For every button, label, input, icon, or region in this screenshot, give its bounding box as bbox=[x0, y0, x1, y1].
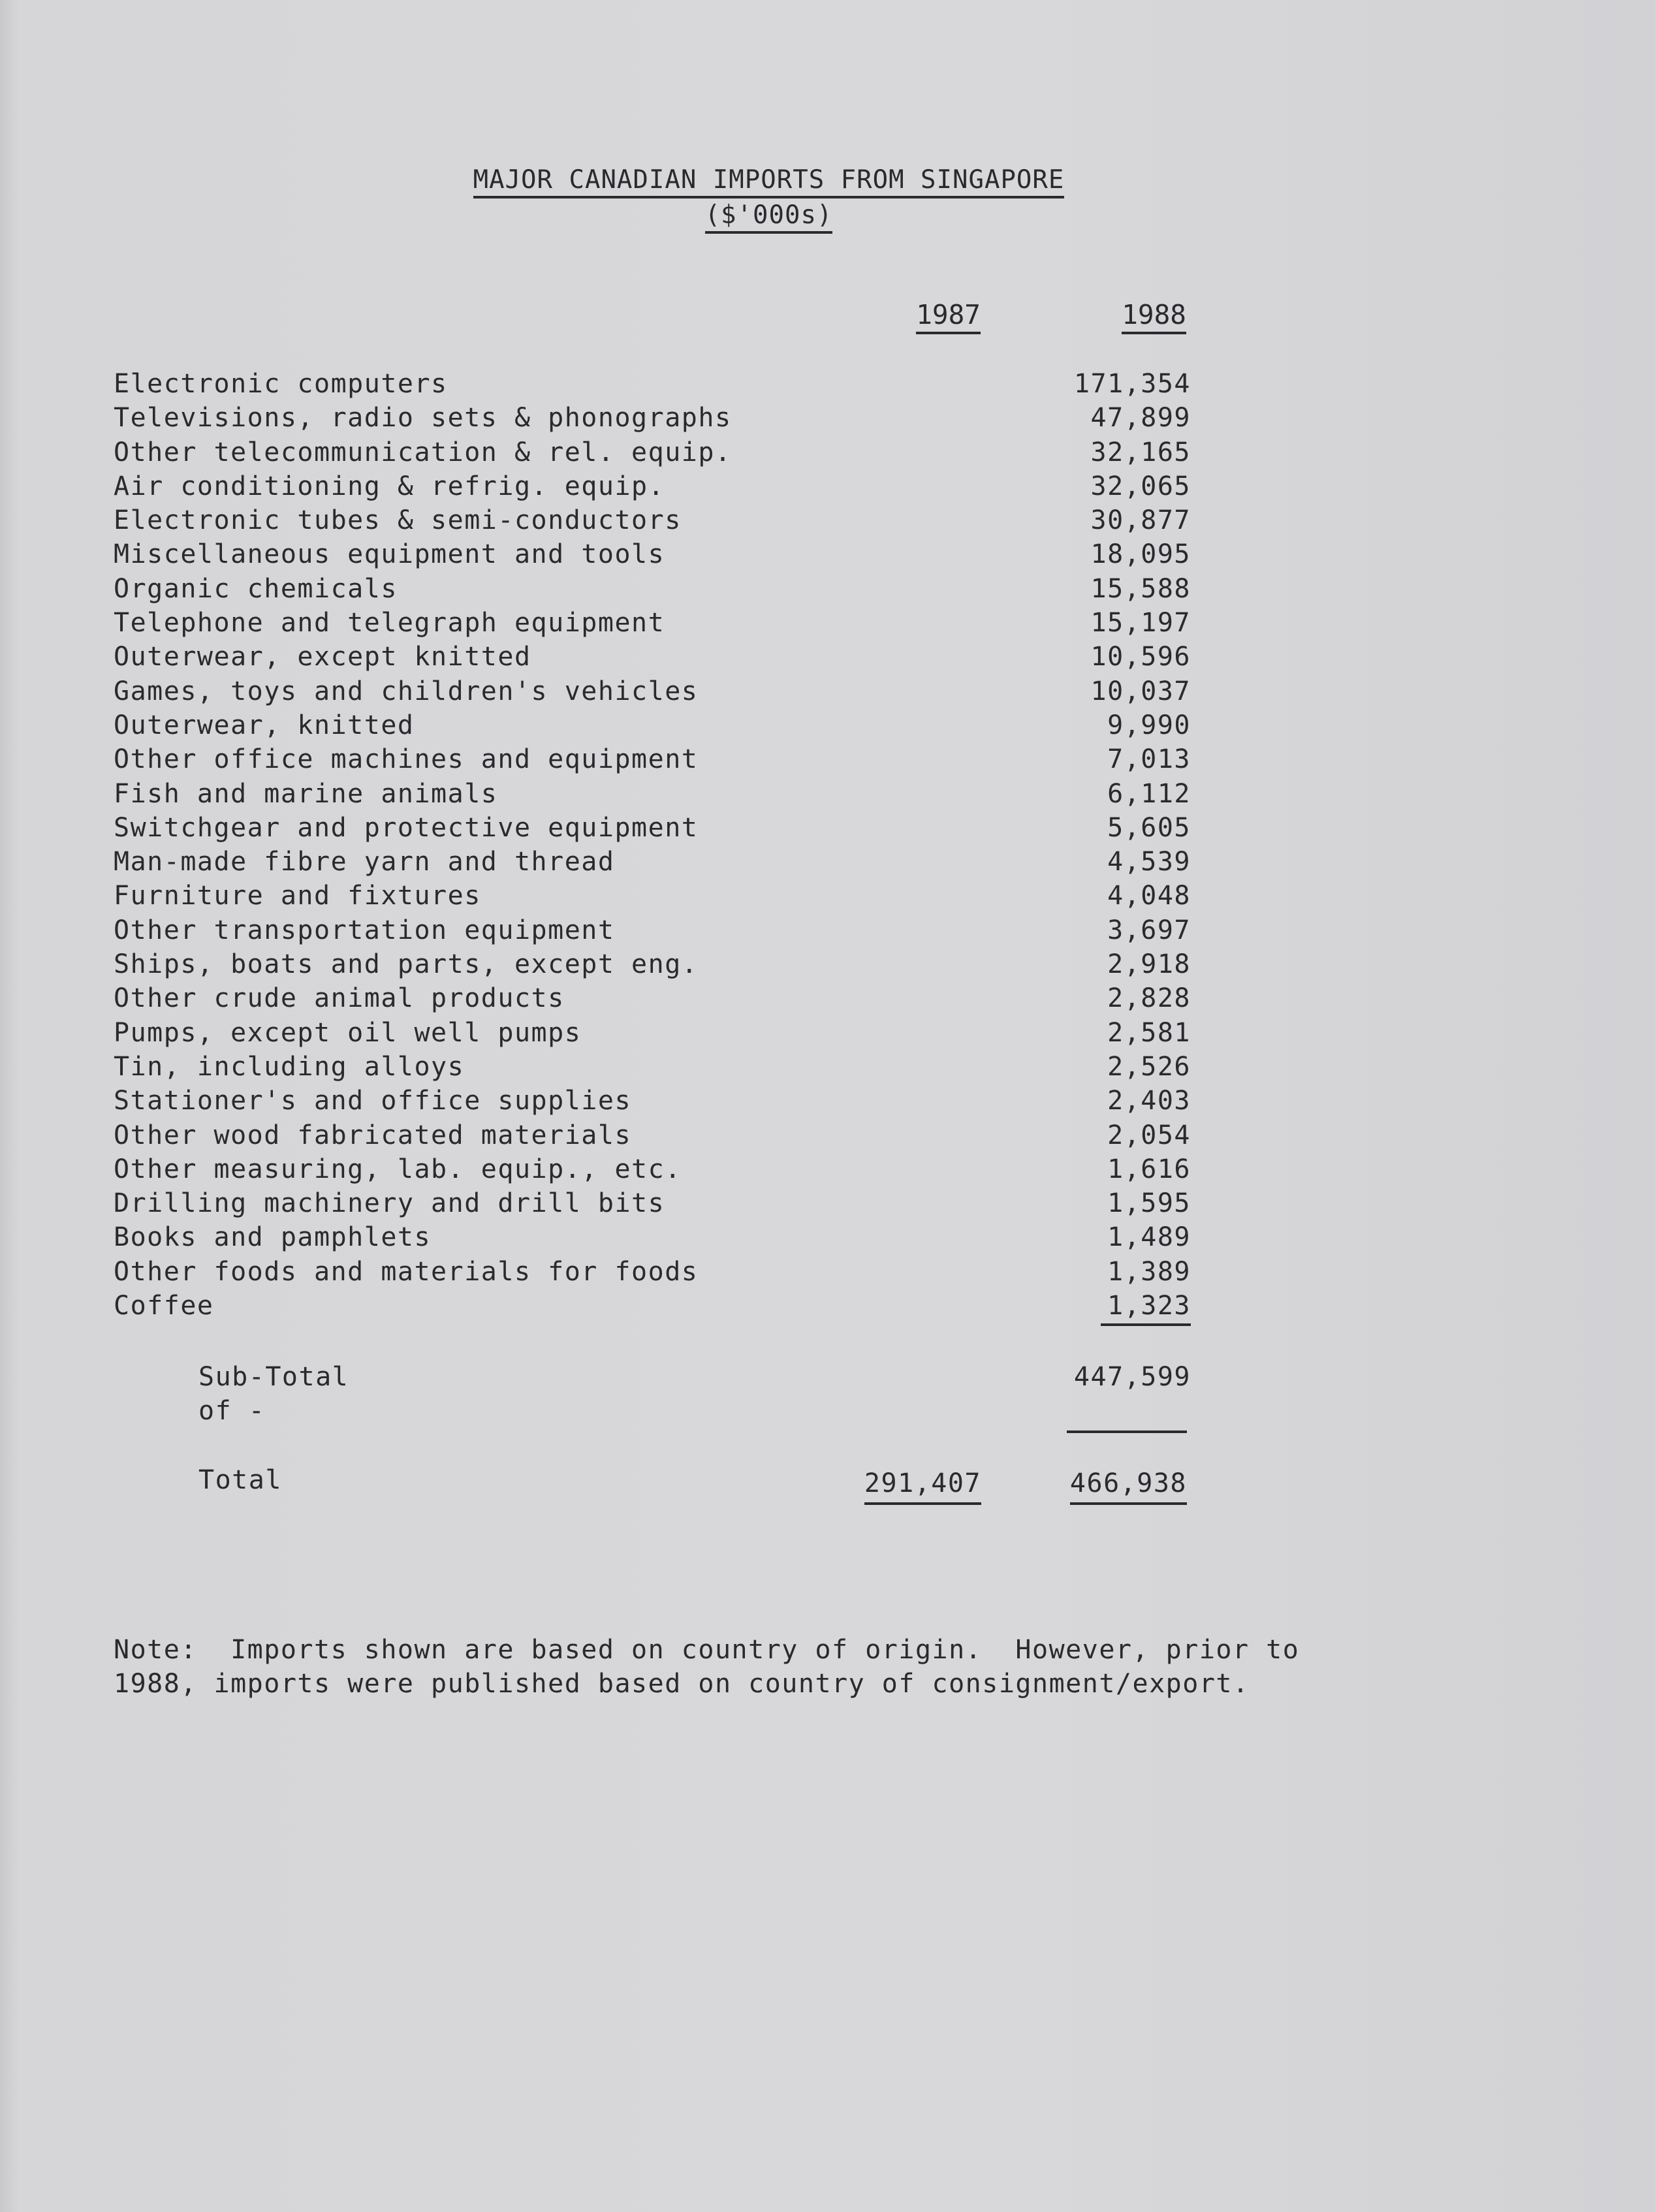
row-item-label: Other wood fabricated materials bbox=[114, 1120, 632, 1150]
row-value-1988: 15,197 bbox=[1090, 608, 1191, 639]
row-item-label: Coffee bbox=[114, 1291, 214, 1321]
row-value-1988: 1,489 bbox=[1107, 1222, 1191, 1253]
row-value-1988: 4,048 bbox=[1107, 881, 1191, 911]
table-row bbox=[114, 742, 1191, 776]
row-item-label: Man-made fibre yarn and thread bbox=[114, 847, 615, 877]
row-value-1988: 1,595 bbox=[1107, 1188, 1191, 1219]
row-value-1988: 10,596 bbox=[1090, 642, 1191, 672]
row-item-label: Games, toys and children's vehicles bbox=[114, 676, 699, 706]
table-row bbox=[114, 879, 1191, 913]
table-row bbox=[114, 1016, 1191, 1050]
row-value-1988: 18,095 bbox=[1090, 539, 1191, 570]
row-value-1988: 2,054 bbox=[1107, 1120, 1191, 1150]
table-row bbox=[114, 572, 1191, 606]
row-item-label: Books and pamphlets bbox=[114, 1222, 432, 1253]
row-item-label: Other transportation equipment bbox=[114, 915, 615, 945]
row-item-label: Fish and marine animals bbox=[114, 778, 498, 809]
subtotal-1988: 447,599 bbox=[1073, 1362, 1191, 1392]
row-item-label: Electronic computers bbox=[114, 369, 448, 399]
row-value-1988: 7,013 bbox=[1107, 744, 1191, 775]
row-item-label: Outerwear, knitted bbox=[114, 710, 415, 740]
row-value-1988: 32,165 bbox=[1090, 437, 1191, 467]
row-item-label: Other foods and materials for foods bbox=[114, 1256, 699, 1287]
table-row bbox=[114, 674, 1191, 708]
table-row bbox=[114, 1255, 1191, 1289]
row-value-1988: 2,403 bbox=[1107, 1086, 1191, 1116]
table-row bbox=[114, 708, 1191, 742]
row-item-label: Furniture and fixtures bbox=[114, 881, 481, 911]
row-item-label: Pumps, except oil well pumps bbox=[114, 1017, 582, 1048]
table-row bbox=[114, 1152, 1191, 1186]
imports-table-body bbox=[114, 367, 1191, 1323]
row-value-1988: 5,605 bbox=[1107, 812, 1191, 843]
row-item-label: Tin, including alloys bbox=[114, 1051, 465, 1082]
row-value-1988: 32,065 bbox=[1090, 471, 1191, 501]
table-row bbox=[114, 435, 1191, 469]
table-row bbox=[114, 401, 1191, 435]
table-row bbox=[114, 1084, 1191, 1118]
total-1988: 466,938 bbox=[1024, 1466, 1187, 1500]
unit-caption: ($'000s) bbox=[705, 200, 833, 234]
row-item-label: Drilling machinery and drill bits bbox=[114, 1188, 665, 1219]
row-item-label: Other office machines and equipment bbox=[114, 744, 699, 775]
row-item-label: Miscellaneous equipment and tools bbox=[114, 539, 665, 570]
table-row bbox=[114, 947, 1191, 981]
row-item-label: Electronic tubes & semi-conductors bbox=[114, 505, 682, 536]
row-item-label: Switchgear and protective equipment bbox=[114, 812, 699, 843]
row-value-1988: 4,539 bbox=[1107, 847, 1191, 877]
table-row bbox=[114, 845, 1191, 879]
table-row bbox=[114, 1050, 1191, 1084]
row-value-1988: 47,899 bbox=[1090, 403, 1191, 434]
row-item-label: Other measuring, lab. equip., etc. bbox=[114, 1154, 682, 1184]
subtotal-label-line1: Sub-Total bbox=[198, 1362, 349, 1392]
subtotal-label bbox=[198, 1360, 349, 1428]
row-item-label: Telephone and telegraph equipment bbox=[114, 608, 665, 639]
row-item-label: Ships, boats and parts, except eng. bbox=[114, 949, 699, 980]
table-row bbox=[114, 503, 1191, 537]
row-item-label: Organic chemicals bbox=[114, 573, 398, 604]
table-heading bbox=[0, 163, 1537, 234]
column-header-1987: 1987 bbox=[850, 299, 981, 330]
row-item-label: Stationer's and office supplies bbox=[114, 1086, 632, 1116]
table-row bbox=[114, 913, 1191, 947]
row-value-1988: 6,112 bbox=[1107, 778, 1191, 809]
row-value-1988: 9,990 bbox=[1107, 710, 1191, 740]
row-item-label: Televisions, radio sets & phonographs bbox=[114, 403, 732, 434]
row-item-label: Other crude animal products bbox=[114, 983, 565, 1014]
table-row bbox=[114, 1220, 1191, 1254]
row-value-1988: 1,616 bbox=[1107, 1154, 1191, 1184]
row-item-label: Air conditioning & refrig. equip. bbox=[114, 471, 665, 501]
page-title: MAJOR CANADIAN IMPORTS FROM SINGAPORE bbox=[473, 165, 1065, 198]
row-value-1988: 171,354 bbox=[1073, 369, 1191, 399]
table-row bbox=[114, 1118, 1191, 1152]
table-row bbox=[114, 469, 1191, 503]
subtotal-label-line2: of - bbox=[198, 1396, 266, 1426]
footnote: Note: Imports shown are based on country of origin. However, prior to 1988, imports were published based on country of consignment/export. bbox=[114, 1635, 1300, 1699]
table-row bbox=[114, 777, 1191, 811]
table-row bbox=[114, 1289, 1191, 1323]
subtotal-underline bbox=[1067, 1430, 1187, 1433]
total-label: Total bbox=[198, 1465, 282, 1495]
table-row bbox=[114, 811, 1191, 845]
row-value-1988: 2,526 bbox=[1107, 1051, 1191, 1082]
table-row bbox=[114, 367, 1191, 401]
row-value-1988: 2,581 bbox=[1107, 1017, 1191, 1048]
table-row bbox=[114, 640, 1191, 674]
row-value-1988: 30,877 bbox=[1090, 505, 1191, 536]
table-row bbox=[114, 537, 1191, 571]
column-header-1988: 1988 bbox=[1056, 299, 1186, 330]
row-value-1988: 10,037 bbox=[1090, 676, 1191, 706]
row-value-1988: 2,828 bbox=[1107, 983, 1191, 1014]
row-value-1988: 15,588 bbox=[1090, 573, 1191, 604]
row-value-1988: 1,323 bbox=[1028, 1289, 1191, 1323]
row-item-label: Outerwear, except knitted bbox=[114, 642, 531, 672]
row-value-1988: 1,389 bbox=[1107, 1256, 1191, 1287]
row-value-1988: 2,918 bbox=[1107, 949, 1191, 980]
table-row bbox=[114, 1186, 1191, 1220]
row-value-1988: 3,697 bbox=[1107, 915, 1191, 945]
total-1987: 291,407 bbox=[818, 1466, 981, 1500]
table-row bbox=[114, 606, 1191, 640]
table-row bbox=[114, 981, 1191, 1015]
row-item-label: Other telecommunication & rel. equip. bbox=[114, 437, 732, 467]
